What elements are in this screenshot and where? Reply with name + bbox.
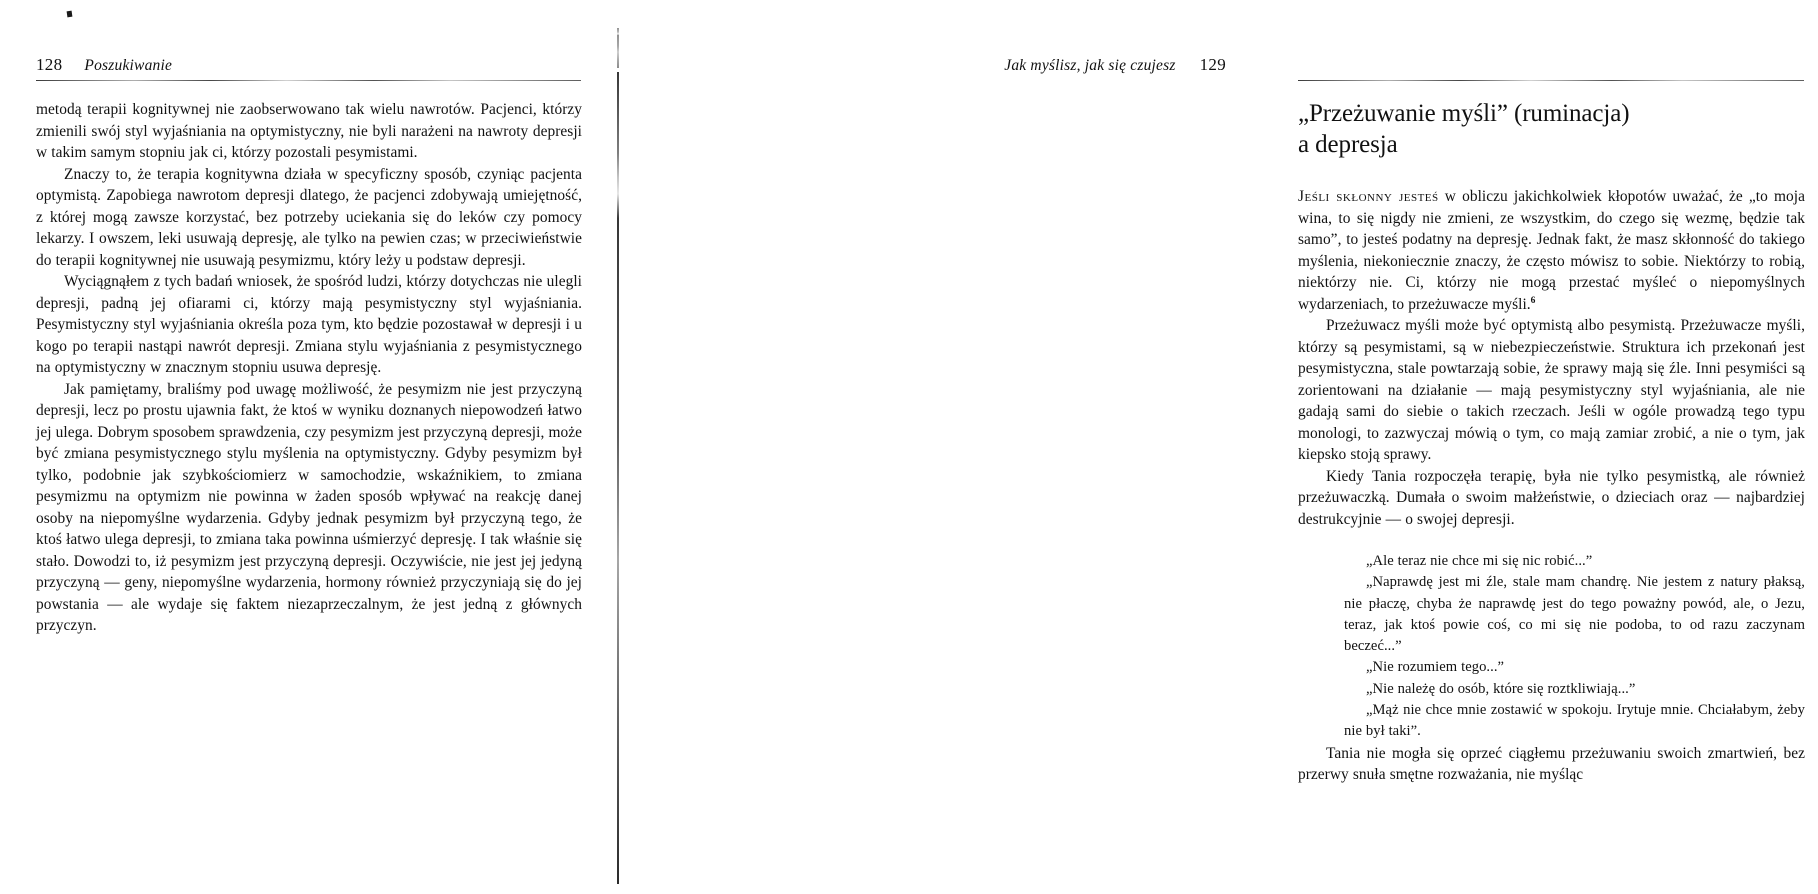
opening-paragraph xyxy=(1298,186,1805,315)
right-page xyxy=(620,0,1805,894)
paragraph: Wyciągnąłem z tych badań wniosek, że spośród ludzi, którzy dotychczas nie ulegli depresji, padną jej ofiarami ci, którzy mają pesymistyczny styl wyjaśniania. Pesymistyczny styl wyjaśniania określa poza tym, kto będzie pozostawał w depresji i u kogo po terapii nastąpi nawrót depresji. Zmiana stylu wyjaśniania z pesymistycznego na optymistyczny w znacznym stopniu usuwa depresję. xyxy=(36,273,582,376)
left-page-folio: 128 xyxy=(36,55,63,74)
right-text-column xyxy=(1298,186,1805,786)
quotation-block xyxy=(1298,551,1805,743)
chapter-title xyxy=(1298,98,1818,160)
paragraph: Znaczy to, że terapia kognitywna działa w specyficzny sposób, czyniąc pacjenta optymistą. Zapobiega nawrotom depresji dlatego, że pacjenci zdobywają umiejętność, z której mogą zawsze korzystać, bez potrzeby uciekania się do leków czy pomocy lekarzy. I owszem, leki usuwają depresję, ale tylko na pewien czas; w przeciwieństwie do terapii kognitywnej nie usuwają pesymizmu, który leży u podstaw depresji. xyxy=(36,165,582,269)
paragraph: Jak pamiętamy, braliśmy pod uwagę możliwość, że pesymizm nie jest przyczyną depresji, lecz po prostu ujawnia fakt, że ktoś w wyniku doznanych niepowodzeń łatwo jej ulega. Dobrym sposobem sprawdzenia, czy pesymizm jest przyczyną depresji, może być zmiana pesymistycznego stylu myślenia na optymistyczny. Gdyby pesymizm był tylko, podobnie jak szybkościomierz w samochodzie, wskaźnikiem, to zmiana pesymizmu na optymizm nie powinna w żaden sposób wpływać na reakcję danej osoby na niepomyślne wydarzenia. Gdyby jednak pesymizm był przyczyną tego, że ktoś łatwo ulega depresji, to zmiana taka powinna uśmierzyć depresję. I tak właśnie się stało. Dowodzi to, iż pesymizm jest przyczyną depresji. Oczywiście, nie jest jej jedyną przyczyną — geny, niepomyślne wydarzenia, hormony również przyczyniają się do jej powstania — ale wydaje się faktem niezaprzeczalnym, że jest jedną z głównych przyczyn. xyxy=(36,380,582,634)
paragraph: Kiedy Tania rozpoczęła terapię, była nie tylko pesymistką, ale również przeżuwaczką. Dumała o swoim małżeństwie, o dzieciach oraz — najbardziej destrukcyjnie — o swojej depresji. xyxy=(1298,467,1805,528)
chapter-title-line-1: „Przeżuwanie myśli” (ruminacja) xyxy=(1298,100,1630,127)
quote-line: „Naprawdę jest mi źle, stale mam chandrę. Nie jestem z natury płaksą, nie płaczę, chyba że naprawdę jest do tego poważny powód, ale, o Jezu, teraz, jak ktoś powie coś, co mi się nie podoba, to od razu zaczynam beczeć...” xyxy=(1344,574,1805,655)
chapter-title-line-2: a depresja xyxy=(1298,131,1398,158)
right-page-folio: 129 xyxy=(1199,55,1226,74)
small-caps-lead-in: Jeśli skłonny jesteś xyxy=(1298,188,1439,205)
book-gutter-line xyxy=(617,72,619,884)
quote-line: „Nie należę do osób, które się roztkliwiają...” xyxy=(1366,680,1636,697)
right-running-title: Jak myślisz, jak się czujesz xyxy=(1004,57,1176,74)
right-header-rule xyxy=(1298,80,1804,81)
left-text-column xyxy=(36,99,582,637)
paragraph: Przeżuwacz myśli może być optymistą albo pesymistą. Przeżuwacze myśli, którzy są pesymistami, są w niebezpieczeństwie. Struktura ich przekonań jest pesymistyczna, stale powtarzają sobie, że sprawy mają się źle. Inni pesymiści są zorientowani na działanie — mają pesymistyczny styl wyjaśniania, ale nie gadają sami do siebie o takich rzeczach. Jeśli w ogóle prowadzą tego typu monologi, to zazwyczaj mówią o tym, co mają zamiar zrobić, a nie o tym, jak kiepsko stoją sprawy. xyxy=(1298,317,1805,463)
quote-line: „Ale teraz nie chce mi się nic robić...” xyxy=(1366,553,1593,569)
footnote-marker: 6 xyxy=(1530,294,1536,306)
left-page xyxy=(0,0,617,894)
right-running-head xyxy=(1004,55,1226,77)
book-gutter-line-upper xyxy=(617,28,619,68)
left-running-head xyxy=(36,55,172,77)
left-running-title: Poszukiwanie xyxy=(84,57,173,74)
paragraph: metodą terapii kognitywnej nie zaobserwowano tak wielu nawrotów. Pacjenci, którzy zmienili swój styl wyjaśniania na optymistyczny, nie byli narażeni na nawroty depresji w takim samym stopniu jak ci, którzy pozostali pesymistami. xyxy=(36,101,582,161)
opening-paragraph-body: w obliczu jakichkolwiek kłopotów uważać, że „to moja wina, to się nigdy nie zmieni, ze wszystkim, do czego się wezmę, będzie tak samo”, to jesteś podatny na depresję. Jednak fakt, że masz skłonność do takiego myślenia, niekoniecznie znaczy, że często mówisz to sobie. Niektórzy to robią, niektórzy nie. Ci, którzy nie mogą przestać myśleć o niepomyślnych wydarzeniach, to przeżuwacze myśli. xyxy=(1298,188,1805,313)
closing-paragraph: Tania nie mogła się oprzeć ciągłemu przeżuwaniu swoich zmartwień, bez przerwy snuła smętne rozważania, nie myśląc xyxy=(1298,744,1805,784)
quote-line: „Mąż nie chce mnie zostawić w spokoju. Irytuje mnie. Chciałabym, żeby nie był taki”. xyxy=(1344,702,1805,740)
left-header-rule xyxy=(36,80,581,81)
quote-line: „Nie rozumiem tego...” xyxy=(1366,659,1505,676)
